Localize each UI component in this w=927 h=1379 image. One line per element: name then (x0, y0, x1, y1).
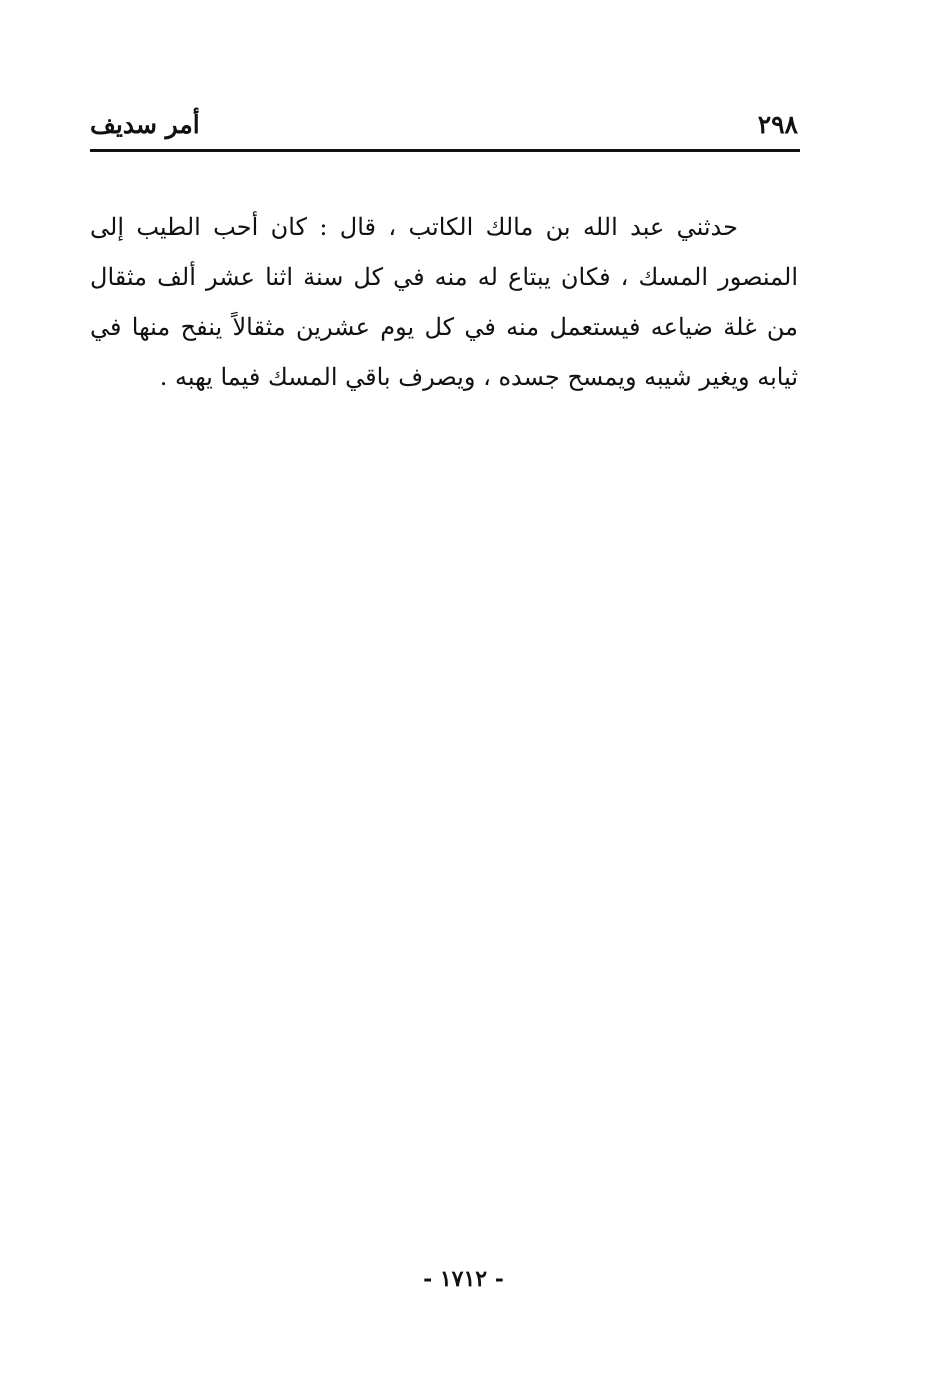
page-header (90, 108, 798, 152)
body-paragraph: حدثني عبد الله بن مالك الكاتب ، قال : كان أحب الطيب إلى المنصور المسك ، فكان يبتاع له منه في كل سنة اثنا عشر ألف مثقال من غلة ضياعه فيستعمل منه في كل يوم عشرين مثقالاً ينفح منها في ثيابه ويغير شيبه ويمسح جسده ، ويصرف باقي المسك فيما يهبه . (90, 213, 798, 391)
folio-number: - ١٧١٢ - (423, 1266, 504, 1292)
page-number: ٢٩٨ (757, 110, 798, 139)
header-rule (90, 149, 800, 152)
running-title: أمر سديف (90, 110, 200, 139)
